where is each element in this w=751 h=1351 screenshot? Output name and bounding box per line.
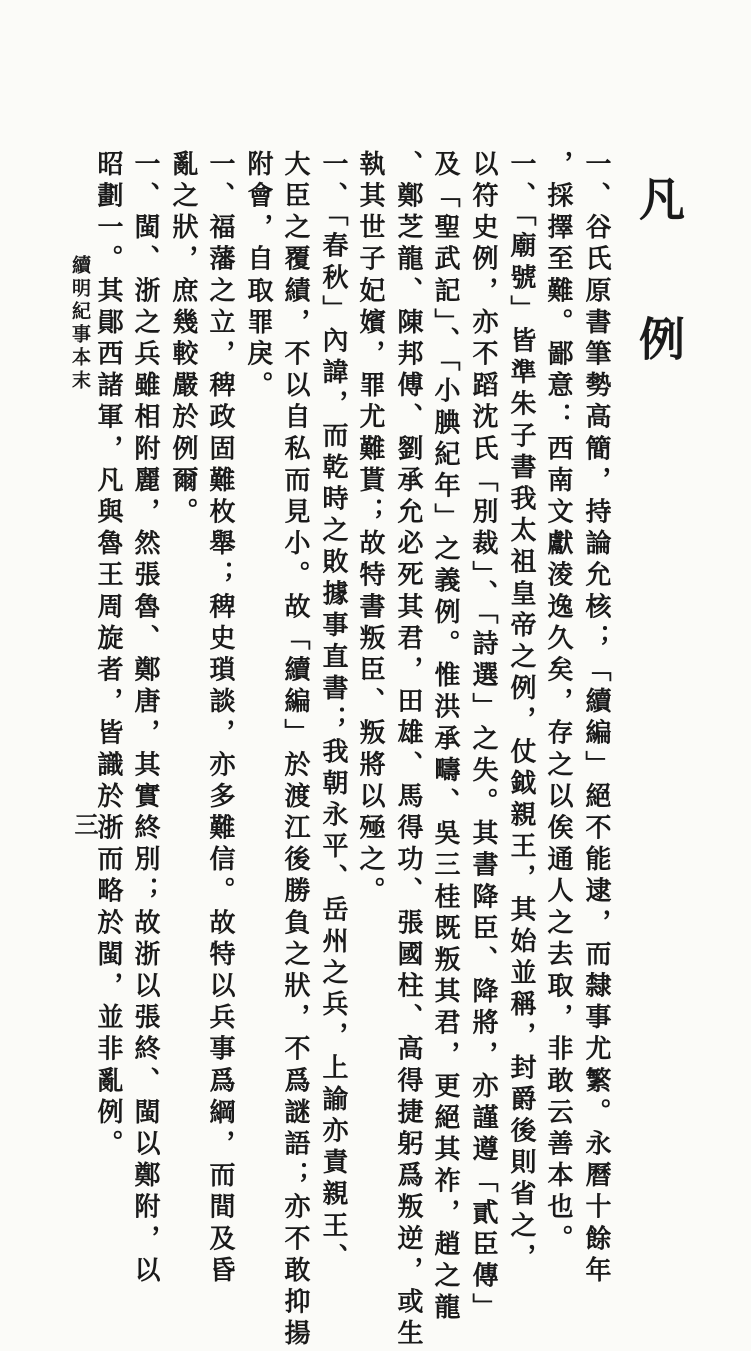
text-column-5: 及「聖武記」、「小腆紀年」之義例。惟洪承疇、吳三桂既叛其君，更絕其祚，趙之龍 <box>430 150 460 1325</box>
text-column-10: 附會，自取罪戾。 <box>243 150 273 403</box>
text-column-8: 一、「春秋」內諱，而乾時之敗據事直書；我朝永平、岳州之兵，上諭亦責親王、 <box>318 150 348 1275</box>
text-column-13: 一、閩、浙之兵雖相附麗，然張魯、鄭唐，其實終別；故浙以張終、閩以鄭附，以 <box>130 150 160 1288</box>
text-column-3: 一、「廟號」皆準朱子書我太祖皇帝之例，仗鉞親王，其始並稱，封爵後則省之， <box>506 150 536 1275</box>
text-column-12: 亂之狀，庶幾較嚴於例爾。 <box>168 150 198 530</box>
text-column-14: 昭劃一。其鄖西諸軍，凡與魯王周旋者，皆識於浙而略於閩，並非亂例。 <box>93 150 123 1162</box>
text-column-6: 、鄭芝龍、陳邦傅、劉承允必死其君，田雄、馬得功、張國柱、高得捷躬爲叛逆，或生 <box>393 150 423 1351</box>
page-title: 凡 例 <box>632 175 686 385</box>
text-column-7: 執其世子妃嬪，罪尤難貰；故特書叛臣、叛將以殛之。 <box>355 150 385 909</box>
text-column-9: 大臣之覆績，不以自私而見小。故「續編」於渡江後勝負之狀，不爲謎語；亦不敢抑揚 <box>280 150 310 1351</box>
text-column-2: ，採擇至難。鄙意：西南文獻淩逸久矣，存之以俟通人之去取，非敢云善本也。 <box>543 150 573 1256</box>
running-title: 續明紀事本末 <box>69 255 91 393</box>
text-column-4: 以符史例，亦不蹈沈氏「別裁」、「詩選」之失。其書降臣、降將，亦謹遵「貳臣傳」 <box>468 150 498 1325</box>
text-column-11: 一、福藩之立，稗政固難枚舉；稗史瑣談，亦多難信。故特以兵事爲綱，而間及昏 <box>205 150 235 1288</box>
page-number: 三 <box>70 812 99 836</box>
text-column-1: 一、谷氏原書筆勢高簡，持論允核；「續編」絕不能逮，而隸事尤繁。永曆十餘年 <box>581 150 611 1288</box>
